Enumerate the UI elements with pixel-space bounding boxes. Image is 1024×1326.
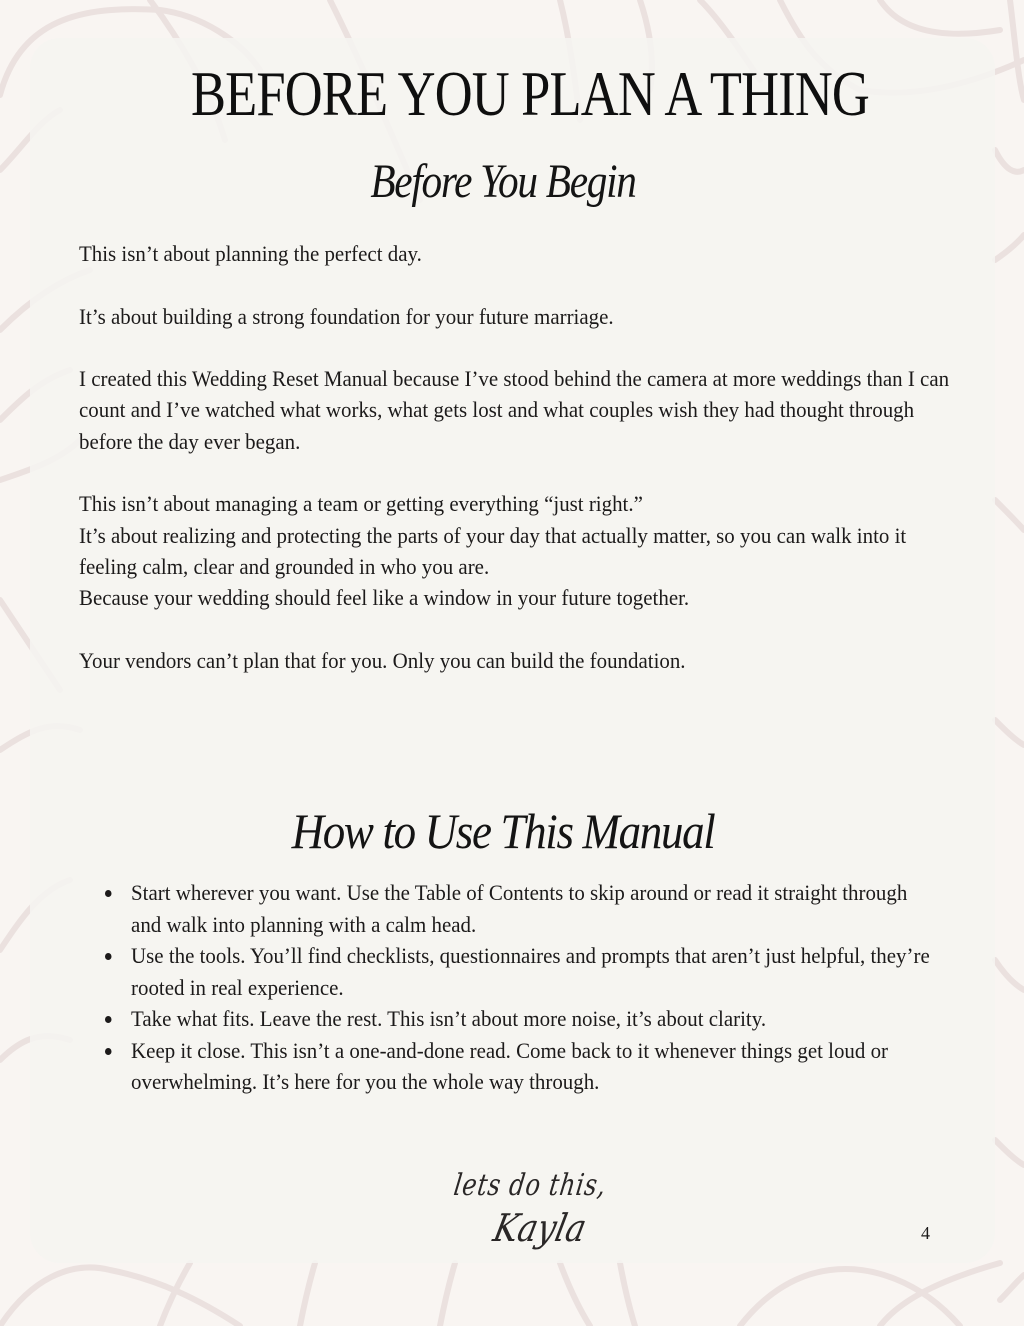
paragraph: Because your wedding should feel like a window in your future together. xyxy=(79,585,690,611)
paragraph: I created this Wedding Reset Manual because I’ve stood behind the camera at more weddings than I can count and I’ve watched what works, what gets lost and what couples wish they had thought through before the day ever began. xyxy=(79,366,950,454)
page-title: BEFORE YOU PLAN A THING xyxy=(190,58,870,129)
signature xyxy=(410,1168,650,1252)
list-item-text: Use the tools. You’ll find checklists, questionnaires and prompts that aren’t just helpful, they’re rooted in real experience. xyxy=(131,943,930,1000)
list-item-text: Keep it close. This isn’t a one-and-done read. Come back to it whenever things get loud or overwhelming. It’s here for you the whole way through. xyxy=(131,1037,889,1094)
signature-name: Kayla xyxy=(489,1206,591,1250)
list-item-text: Take what fits. Leave the rest. This isn’t about more noise, it’s about clarity. xyxy=(131,1006,767,1031)
list-item xyxy=(105,1003,942,1035)
list-item xyxy=(105,1035,942,1098)
paragraph: This isn’t about planning the perfect day. xyxy=(79,241,422,266)
bullet-icon xyxy=(105,1048,112,1055)
paragraph: Your vendors can’t plan that for you. Only you can build the foundation. xyxy=(79,647,686,673)
paragraph: This isn’t about managing a team or getting everything “just right.” xyxy=(79,491,643,517)
paragraph: It’s about building a strong foundation for your future marriage. xyxy=(79,303,614,329)
bullet-icon xyxy=(105,1016,112,1023)
list-item xyxy=(105,877,942,940)
page-number: 4 xyxy=(921,1223,930,1243)
intro-body xyxy=(79,238,953,707)
section-heading-how-to-use: How to Use This Manual xyxy=(291,803,715,859)
list-item xyxy=(105,940,942,1003)
signature-line: lets do this, xyxy=(451,1168,609,1203)
bullet-icon xyxy=(105,890,112,897)
bullet-icon xyxy=(105,953,112,960)
section-heading-before-you-begin: Before You Begin xyxy=(370,155,636,208)
paragraph: It’s about realizing and protecting the parts of your day that actually matter, so you can walk into it feeling calm, clear and grounded in who you are. xyxy=(79,522,907,579)
how-to-use-list xyxy=(105,877,942,1098)
list-item-text: Start wherever you want. Use the Table of Contents to skip around or read it straight through and walk into planning with a calm head. xyxy=(131,880,908,937)
